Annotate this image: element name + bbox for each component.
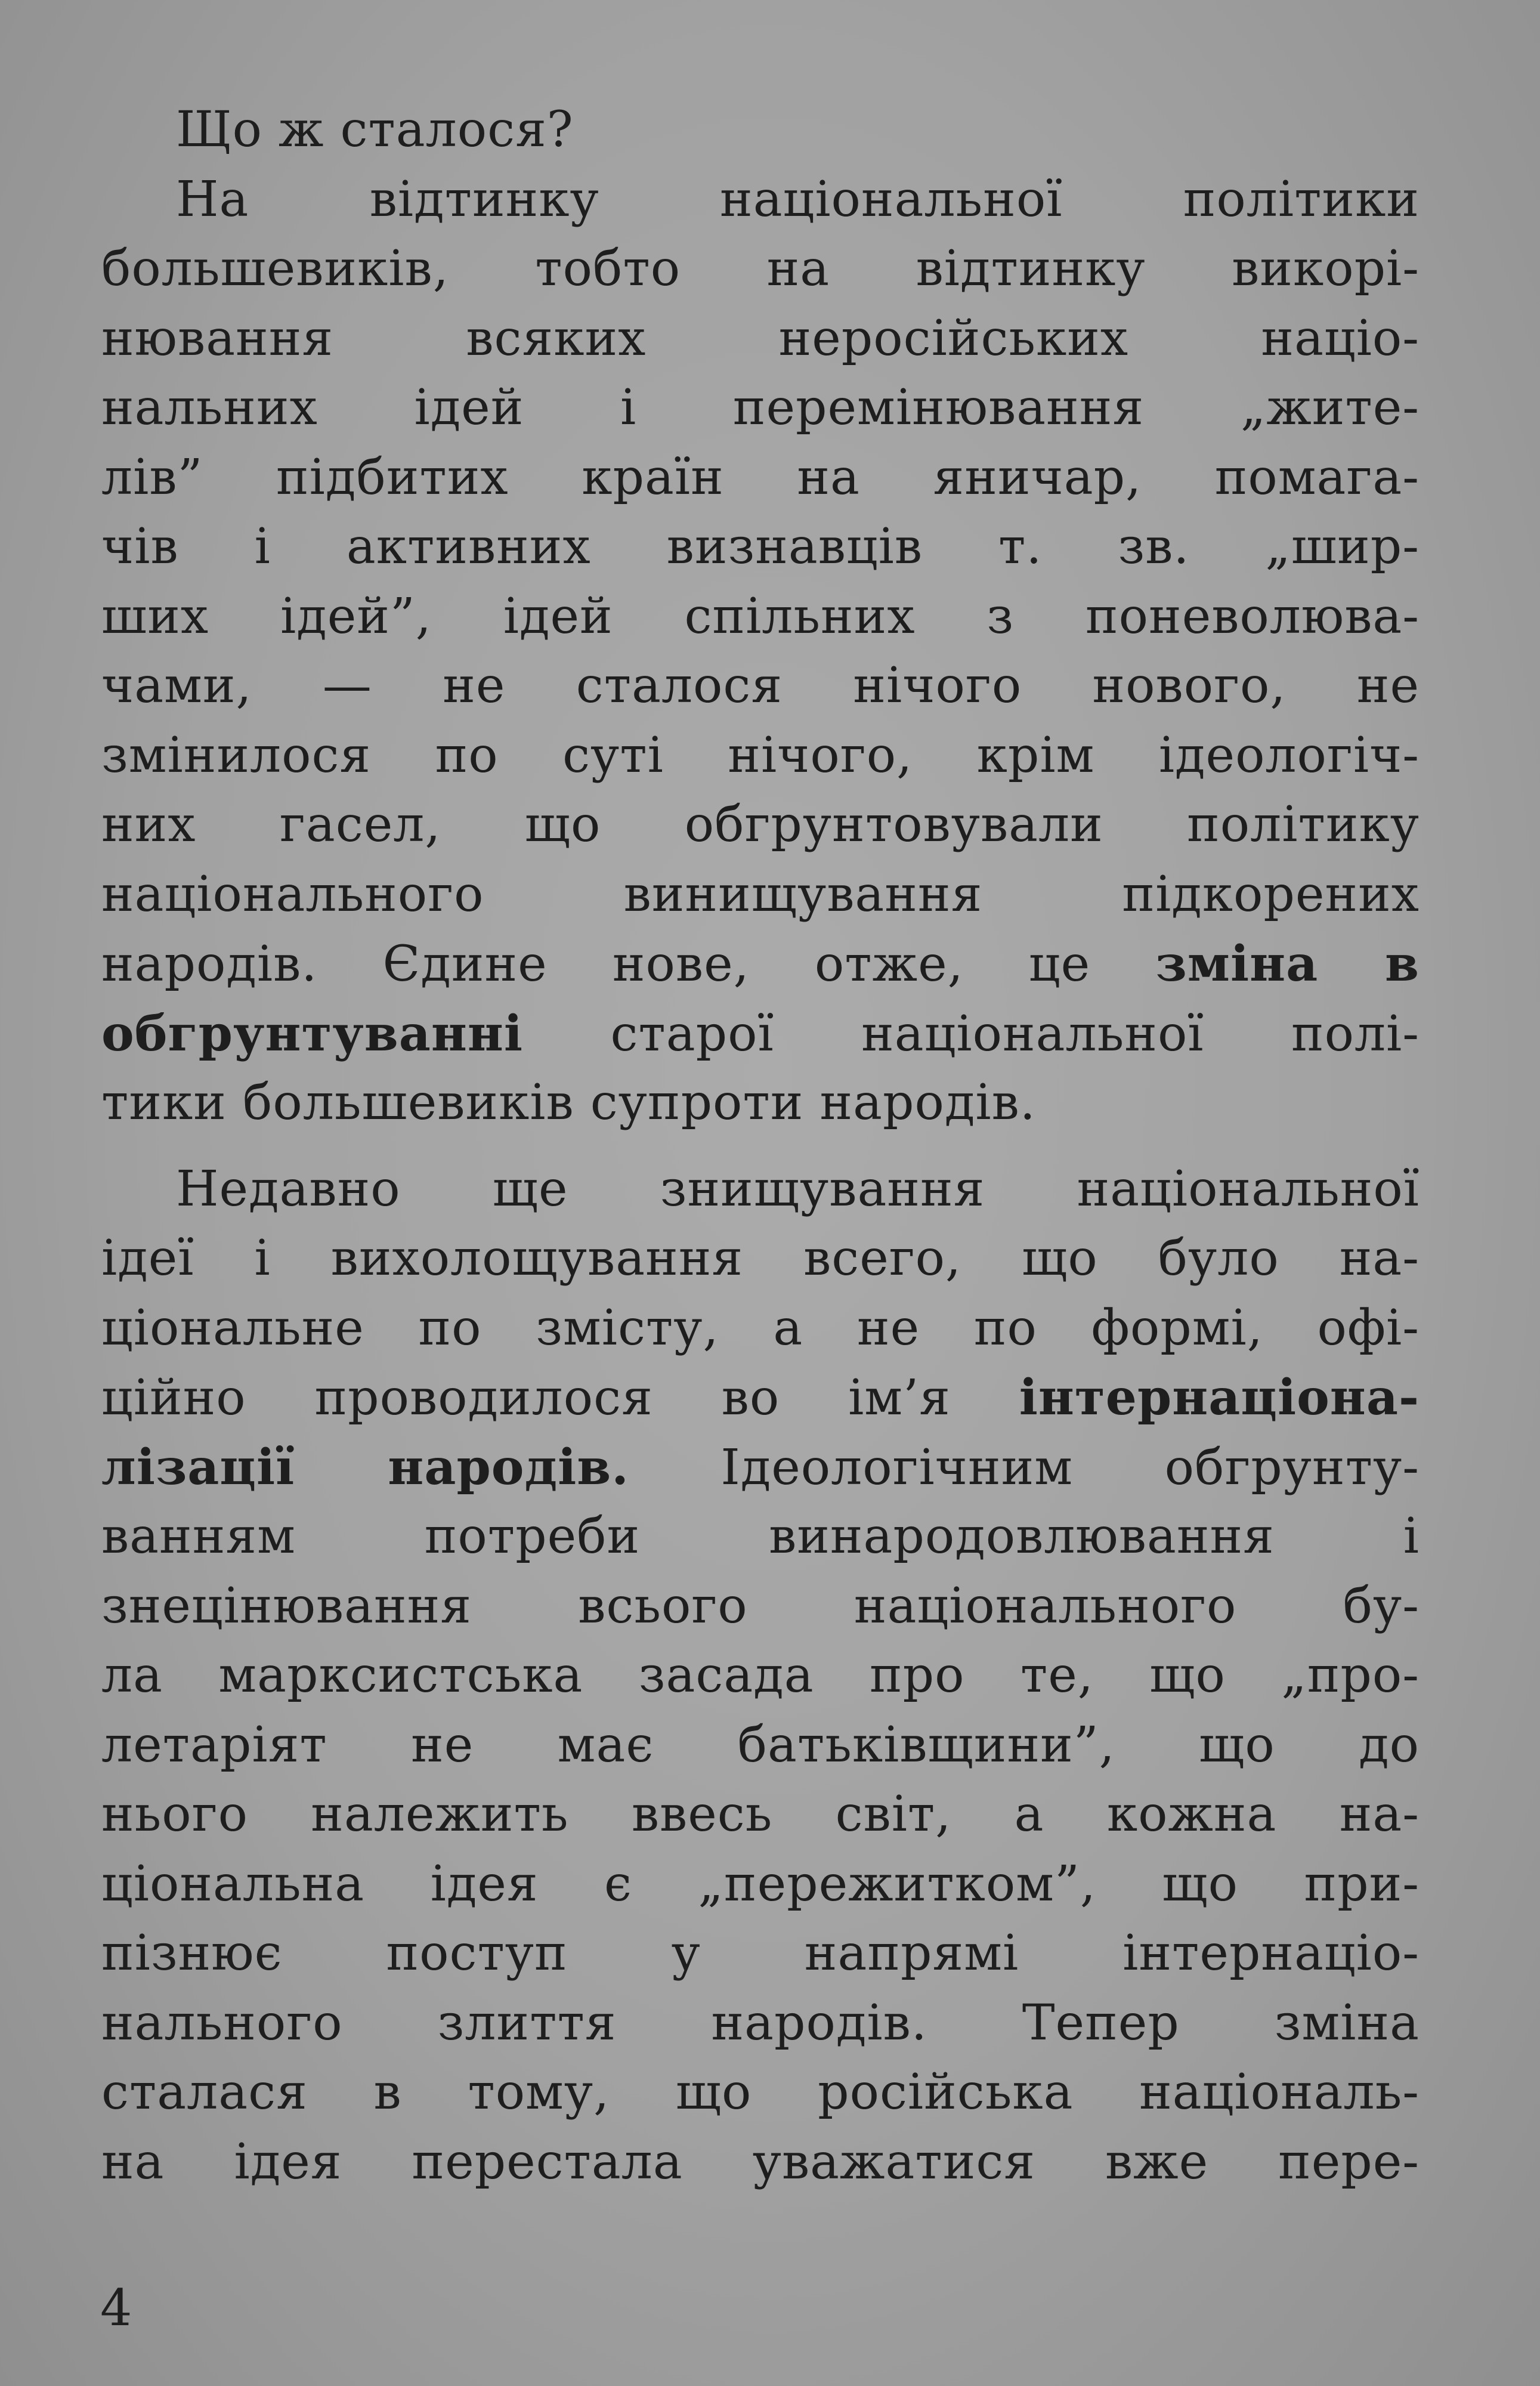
page-number: 4 <box>100 2279 132 2337</box>
text-line <box>101 929 1420 999</box>
emphasis-text: інтернаціона- <box>1019 1369 1420 1426</box>
text-line: нального злиття народів. Тепер зміна <box>101 1994 1420 2051</box>
text-line: тики большевиків супроти народів. <box>101 1074 1036 1131</box>
text-line: пізнює поступ у напрямі інтернаціо- <box>101 1925 1420 1982</box>
text-line: Недавно ще знищування національної <box>176 1160 1420 1217</box>
body-text <box>101 95 1420 2197</box>
text-line <box>101 1363 1420 1433</box>
text-line: большевиків, тобто на відтинку викорі- <box>101 240 1420 297</box>
text-line <box>101 999 1420 1069</box>
text-line: ціональне по змісту, а не по формі, офі- <box>101 1299 1420 1356</box>
text-line: ла марксистська засада про те, що „про- <box>101 1647 1420 1704</box>
text-line: нювання всяких неросійських націо- <box>101 310 1420 367</box>
text-line: на ідея перестала уважатися вже пере- <box>101 2133 1420 2190</box>
text-run: народів. Єдине нове, отже, це <box>101 936 1156 993</box>
text-line: змінилося по суті нічого, крім ідеологіч- <box>101 727 1420 784</box>
text-run: Ідеологічним обгрунту- <box>629 1439 1420 1496</box>
text-line: сталася в тому, що російська національ- <box>101 2064 1420 2121</box>
text-line: лів” підбитих країн на яничар, помага- <box>101 449 1420 506</box>
text-line: ванням потреби винародовлювання і <box>101 1508 1420 1565</box>
text-line: Що ж сталося? <box>176 101 574 158</box>
text-line <box>101 1433 1420 1503</box>
text-line: чами, — не сталося нічого нового, не <box>101 657 1420 714</box>
emphasis-text: зміна в <box>1155 935 1420 993</box>
text-line: знецінювання всього національного бу- <box>101 1577 1420 1634</box>
text-line: них гасел, що обгрунтовували політику <box>101 796 1420 853</box>
text-run: ційно проводилося во ім’я <box>101 1370 1019 1426</box>
emphasis-text: лізації народів. <box>101 1438 629 1496</box>
text-line: На відтинку національної політики <box>176 171 1420 228</box>
text-line: ших ідей”, ідей спільних з поневолюва- <box>101 588 1420 645</box>
emphasis-text: обгрунтуванні <box>101 1005 524 1062</box>
text-line: ідеї і вихолощування всего, що було на- <box>101 1230 1420 1287</box>
text-line: чів і активних визнавців т. зв. „шир- <box>101 518 1420 575</box>
text-line: національного винищування підкорених <box>101 866 1420 923</box>
text-line: нальних ідей і перемінювання „жите- <box>101 379 1420 436</box>
text-line: ціональна ідея є „пережитком”, що при- <box>101 1855 1420 1912</box>
text-line: летаріят не має батьківщини”, що до <box>101 1716 1420 1773</box>
text-run: старої національної полі- <box>523 1005 1420 1062</box>
text-line: нього належить ввесь світ, а кожна на- <box>101 1786 1420 1843</box>
